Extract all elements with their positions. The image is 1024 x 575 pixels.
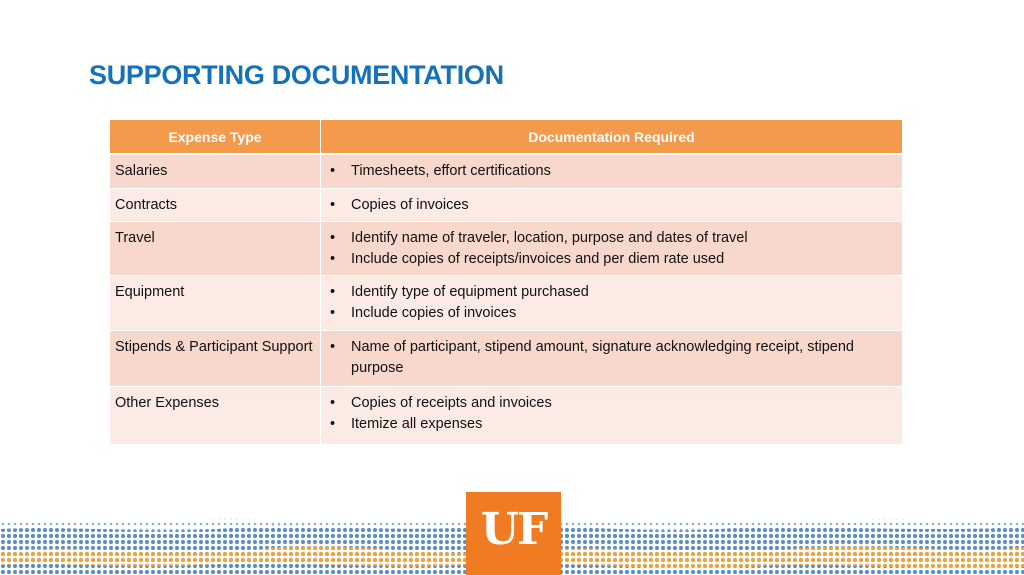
documentation-item: • Identify type of equipment purchased bbox=[351, 282, 896, 303]
slide-title: SUPPORTING DOCUMENTATION bbox=[89, 60, 504, 90]
documentation-item: • Include copies of invoices bbox=[351, 303, 896, 324]
documentation-item: • Copies of receipts and invoices bbox=[351, 393, 896, 414]
documentation-list bbox=[326, 161, 896, 182]
documentation-list bbox=[326, 282, 896, 323]
header-documentation-required: Documentation Required bbox=[321, 120, 902, 155]
table-row bbox=[110, 331, 902, 387]
documentation-item: • Name of participant, stipend amount, signature acknowledging receipt, stipend purpose bbox=[351, 337, 896, 378]
expense-type-cell: Contracts bbox=[110, 189, 321, 223]
documentation-cell bbox=[321, 387, 902, 445]
table-row bbox=[110, 276, 902, 331]
documentation-item: • Copies of invoices bbox=[351, 195, 896, 216]
uf-logo bbox=[466, 492, 561, 575]
uf-logo-text: UF bbox=[480, 504, 547, 555]
documentation-item: • Identify name of traveler, location, purpose and dates of travel bbox=[351, 228, 896, 249]
documentation-list bbox=[326, 195, 896, 216]
table-row bbox=[110, 155, 902, 189]
documentation-list bbox=[326, 393, 896, 434]
expense-type-cell: Stipends & Participant Support bbox=[110, 331, 321, 387]
documentation-list bbox=[326, 337, 896, 378]
documentation-list bbox=[326, 228, 896, 269]
documentation-item: • Timesheets, effort certifications bbox=[351, 161, 896, 182]
documentation-item: • Itemize all expenses bbox=[351, 414, 896, 435]
table-header-row bbox=[110, 120, 902, 155]
table-row bbox=[110, 189, 902, 223]
table-row bbox=[110, 222, 902, 276]
documentation-cell bbox=[321, 155, 902, 189]
documentation-cell bbox=[321, 331, 902, 387]
expense-type-cell: Salaries bbox=[110, 155, 321, 189]
documentation-cell bbox=[321, 222, 902, 276]
header-expense-type: Expense Type bbox=[110, 120, 321, 155]
documentation-table bbox=[110, 120, 902, 445]
expense-type-cell: Travel bbox=[110, 222, 321, 276]
expense-type-cell: Equipment bbox=[110, 276, 321, 331]
documentation-cell bbox=[321, 189, 902, 223]
expense-type-cell: Other Expenses bbox=[110, 387, 321, 445]
table-row bbox=[110, 387, 902, 445]
documentation-cell bbox=[321, 276, 902, 331]
documentation-item: • Include copies of receipts/invoices and per diem rate used bbox=[351, 249, 896, 270]
